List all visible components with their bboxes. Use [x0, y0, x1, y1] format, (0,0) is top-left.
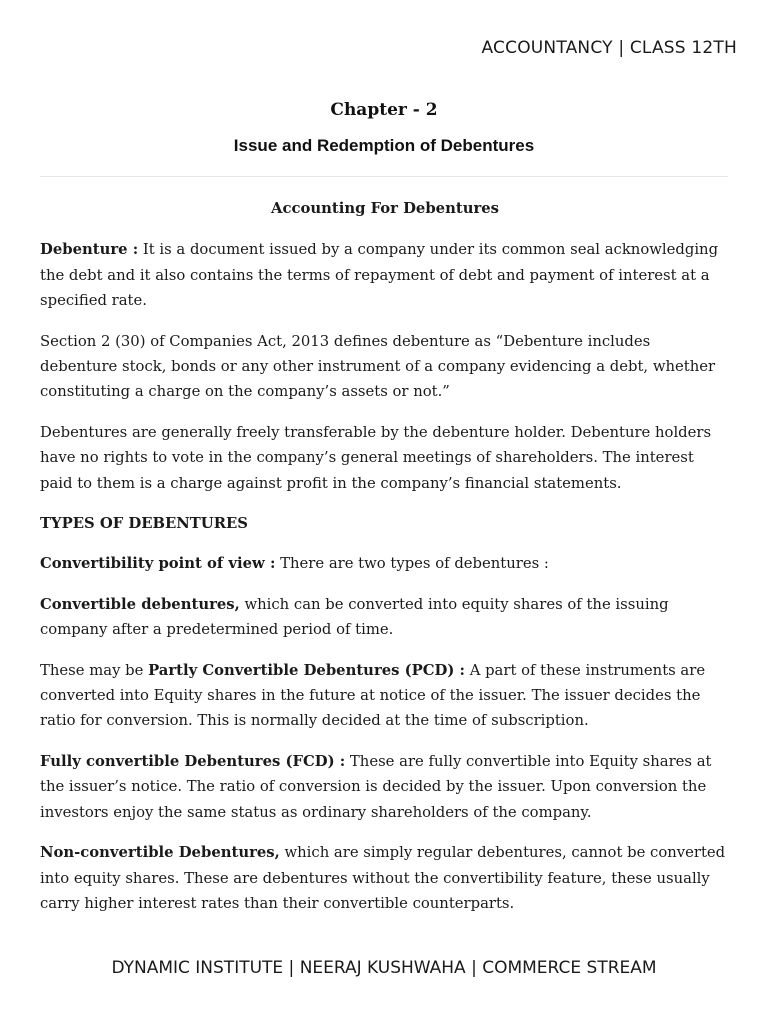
page-header: ACCOUNTANCY | CLASS 12TH: [481, 38, 737, 58]
term-fully: Fully convertible Debentures (FCD) :: [40, 753, 346, 771]
term-partly: Partly Convertible Debentures (PCD) :: [148, 661, 465, 679]
text-convertible: which can be converted into equity shares of the issuing company after a predetermined period of time.: [40, 595, 669, 638]
term-non-convertible: Non-convertible Debentures,: [40, 844, 280, 862]
paragraph-fully-convertible: [40, 749, 730, 825]
section-heading: Accounting For Debentures: [270, 200, 499, 217]
header-divider: [40, 176, 728, 177]
paragraph-debenture-definition: [40, 237, 730, 313]
text-debenture: It is a document issued by a company under its common seal acknowledging the debt and it also contains the terms of repayment of debt and payment of interest at a specified rate.: [40, 241, 719, 309]
term-convertibility: Convertibility point of view :: [40, 554, 276, 572]
text-partly: A part of these instruments are converted into Equity shares in the future at notice of the issuer. The issuer decides the ratio for conversion. This is normally decided at the time of subscription.: [40, 661, 706, 730]
paragraph-convertible: [40, 592, 730, 643]
term-convertible: Convertible debentures,: [40, 595, 240, 613]
chapter-subtitle: Issue and Redemption of Debentures: [233, 136, 535, 155]
paragraph-convertibility: [40, 551, 730, 576]
paragraph-transferable: [40, 420, 730, 496]
text-non-convertible: which are simply regular debentures, cannot be converted into equity shares. These are debentures without the convertibility feature, these usually carry higher interest rates than their convertible counterparts.: [40, 844, 726, 913]
page-footer: DYNAMIC INSTITUTE | NEERAJ KUSHWAHA | COMMERCE STREAM: [111, 958, 657, 978]
text-fully: These are fully convertible into Equity shares at the issuer’s notice. The ratio of conversion is decided by the issuer. Upon conversion the investors enjoy the same status as ordinary shareholders of the company.: [40, 753, 712, 821]
paragraph-partly-convertible: [40, 658, 730, 734]
text-convertibility: There are two types of debentures :: [275, 554, 549, 572]
chapter-title: Chapter - 2: [330, 100, 438, 120]
lead-partly: These may be: [40, 661, 149, 679]
types-heading: TYPES OF DEBENTURES: [40, 515, 248, 533]
term-debenture: Debenture :: [40, 241, 139, 259]
text-section-2-30: Section 2 (30) of Companies Act, 2013 defines debenture as “Debenture includes debenture stock, bonds or any other instrument of a company evidencing a debt, whether constituting a charge on the company’s assets or not.”: [40, 332, 716, 401]
paragraph-section-2-30: [40, 329, 730, 405]
text-transferable: Debentures are generally freely transferable by the debenture holder. Debenture holders have no rights to vote in the company’s general meetings of shareholders. The interest paid to them is a charge against profit in the company’s financial statements.: [40, 424, 712, 492]
document-body: [40, 196, 730, 932]
paragraph-non-convertible: [40, 840, 730, 916]
